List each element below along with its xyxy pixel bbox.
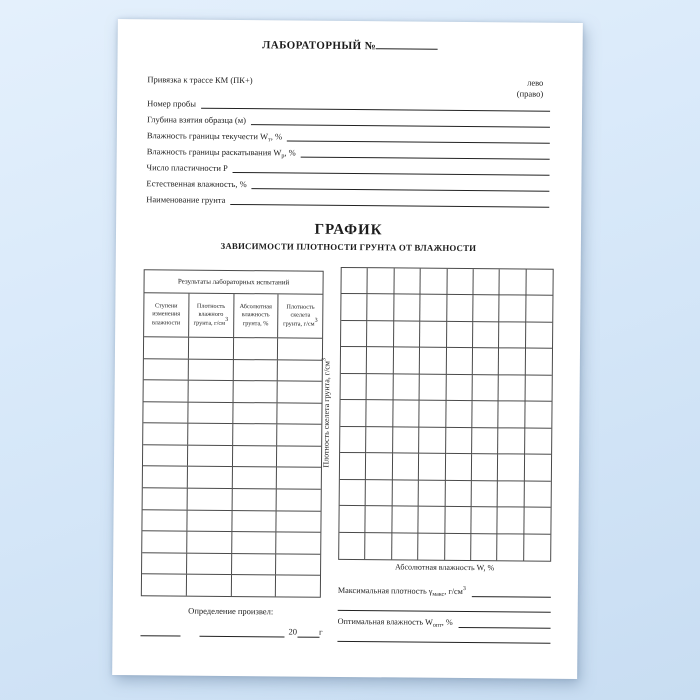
grid-cell	[498, 454, 525, 481]
grid-cell	[392, 533, 419, 560]
table-cell	[188, 467, 233, 488]
x-axis-label: Абсолютная влажность W, %	[394, 562, 495, 573]
table-row	[142, 531, 320, 554]
table-cell	[278, 382, 322, 403]
grid-cell	[525, 375, 552, 402]
table-cell	[232, 467, 277, 488]
field-soil-name: Наименование грунта	[146, 188, 549, 208]
grid-cell	[525, 428, 552, 455]
table-cell	[144, 337, 189, 358]
table-row	[142, 510, 320, 533]
grid-cell	[499, 375, 526, 402]
blank-line	[230, 202, 549, 208]
y-axis-label: Плотность скелета грунта, $г/см^3$	[321, 358, 332, 468]
year-suffix: г	[318, 626, 323, 637]
table-cell	[277, 468, 321, 489]
signature-row	[140, 625, 330, 638]
optimal-moisture-row: Оптимальная влажность $W_{опт}$, %	[338, 618, 551, 629]
grid-cell	[525, 402, 552, 429]
field-natural-moisture: Естественная влажность, %	[146, 172, 549, 192]
grid-cell	[472, 428, 499, 455]
form-sheet	[112, 19, 583, 679]
grid-cell	[366, 533, 393, 560]
grid-cell	[394, 295, 421, 322]
column-header-wet-density: Плотность влажного грунта, $г/см^3$	[189, 294, 234, 337]
table-cell	[143, 467, 188, 488]
table-cell	[189, 338, 234, 359]
grid-cell	[420, 295, 447, 322]
grid-cell	[473, 322, 500, 349]
grid-cell	[498, 507, 525, 534]
lab-number-label: ЛАБОРАТОРНЫЙ №	[262, 39, 377, 53]
table-cell	[278, 360, 322, 381]
grid-cell	[420, 322, 447, 349]
grid-cell	[472, 375, 499, 402]
table-cell	[143, 424, 188, 445]
grid-cell	[341, 347, 368, 374]
blank-line	[459, 625, 551, 629]
grid-cell	[392, 506, 419, 533]
grid-cell	[420, 374, 447, 401]
field-sampling-depth: Глубина взятия образца (м)	[147, 108, 550, 128]
grid-cell	[524, 534, 551, 561]
results-table-body	[142, 337, 322, 597]
table-row	[143, 445, 321, 468]
field-liquid-limit: Влажность границы текучести $W_т$, %	[147, 124, 550, 144]
grid-cell	[524, 455, 551, 482]
table-cell	[187, 532, 232, 553]
table-row	[142, 575, 320, 597]
table-cell	[233, 403, 278, 424]
table-cell	[188, 402, 233, 423]
table-row	[144, 359, 322, 382]
table-cell	[278, 338, 322, 359]
results-table-title: Результаты лабораторных испытаний	[144, 270, 322, 295]
column-header-moisture-steps: Ступени изменения влажности	[144, 293, 189, 336]
grid-cell	[473, 269, 500, 296]
grid-cell	[368, 268, 395, 295]
grid-cell	[392, 480, 419, 507]
table-cell	[276, 554, 320, 575]
table-cell	[232, 554, 277, 575]
form-fields	[146, 92, 550, 208]
grid-cell	[419, 507, 446, 534]
grid-cell	[393, 374, 420, 401]
grid-cell	[499, 296, 526, 323]
table-row	[143, 467, 321, 490]
grid-cell	[447, 322, 474, 349]
blank-line	[337, 641, 550, 644]
field-sample-number: Номер пробы	[147, 92, 550, 112]
grid-cell	[473, 348, 500, 375]
max-density-row: Максимальная плотность $\gamma_{макс}$, $г/см^3$	[338, 587, 551, 598]
grid-cell	[473, 296, 500, 323]
table-cell	[144, 359, 189, 380]
grid-cell	[446, 375, 473, 402]
grid-cell	[446, 348, 473, 375]
grid-cell	[341, 294, 368, 321]
results-table-header	[144, 293, 322, 339]
table-cell	[278, 403, 322, 424]
grid-cell	[421, 269, 448, 296]
table-cell	[142, 531, 187, 552]
lab-number-blank	[376, 39, 438, 50]
grid-cell	[366, 427, 393, 454]
grid-cell	[341, 321, 368, 348]
grid-cell	[524, 508, 551, 535]
grid-cell	[525, 349, 552, 376]
column-header-skeleton-density: Плотность скелета грунта, $г/см^3$	[283, 303, 318, 328]
table-cell	[187, 553, 232, 574]
table-cell	[143, 445, 188, 466]
blank-line	[140, 626, 180, 636]
grid-cell	[526, 322, 553, 349]
grid-cell	[447, 269, 474, 296]
grid-cell	[339, 506, 366, 533]
table-row	[142, 553, 320, 576]
determination-caption: Определение произвел:	[188, 605, 274, 617]
table-cell	[187, 489, 232, 510]
grid-cell	[472, 401, 499, 428]
grid-cell	[366, 480, 393, 507]
table-cell	[232, 511, 277, 532]
grid-cell	[419, 401, 446, 428]
table-cell	[187, 575, 232, 596]
grid-cell	[419, 427, 446, 454]
grid-cell	[393, 401, 420, 428]
grid-cell	[341, 374, 368, 401]
grid-cell	[445, 533, 472, 560]
table-cell	[188, 359, 233, 380]
graph-subtitle: ЗАВИСИМОСТИ ПЛОТНОСТИ ГРУНТА ОТ ВЛАЖНОСТИ	[220, 240, 477, 254]
grid-cell	[526, 270, 553, 297]
grid-cell	[524, 481, 551, 508]
grid-cell	[367, 374, 394, 401]
table-cell	[142, 510, 187, 531]
grid-cell	[499, 402, 526, 429]
grid-cell	[393, 427, 420, 454]
table-cell	[188, 381, 233, 402]
grid-cell	[447, 295, 474, 322]
grid-cell	[497, 534, 524, 561]
grid-cell	[446, 401, 473, 428]
grid-cell	[471, 481, 498, 508]
grid-cell	[340, 453, 367, 480]
table-row	[144, 380, 322, 403]
grid-cell	[367, 348, 394, 375]
grid-cell	[446, 428, 473, 455]
grid-cell	[498, 481, 525, 508]
table-cell	[277, 489, 321, 510]
table-row	[144, 337, 322, 360]
grid-cell	[339, 532, 366, 559]
table-cell	[233, 360, 278, 381]
table-cell	[232, 532, 277, 553]
table-cell	[188, 446, 233, 467]
blank-line	[472, 594, 551, 598]
grid-cell	[341, 268, 368, 295]
field-plastic-limit: Влажность границы раскатывания $W_р$, %	[147, 140, 550, 160]
plot-grid	[338, 267, 554, 562]
grid-cell	[419, 454, 446, 481]
grid-cell	[472, 454, 499, 481]
table-cell	[232, 446, 277, 467]
table-row	[143, 424, 321, 447]
side-note-left: лево	[527, 77, 544, 88]
graph-title: ГРАФИК	[314, 221, 383, 239]
year-prefix: 20	[288, 626, 298, 637]
table-cell	[277, 511, 321, 532]
grid-cell	[366, 506, 393, 533]
grid-cell	[394, 268, 421, 295]
table-cell	[143, 488, 188, 509]
grid-cell	[500, 269, 527, 296]
table-cell	[143, 402, 188, 423]
table-cell	[142, 553, 187, 574]
blank-line	[199, 627, 284, 638]
grid-cell	[498, 428, 525, 455]
grid-cell	[394, 348, 421, 375]
column-header-absolute-moisture: Абсолютная влажность грунта, %	[234, 294, 279, 337]
table-cell	[277, 446, 321, 467]
grid-cell	[367, 321, 394, 348]
side-note-right: (право)	[516, 88, 544, 99]
grid-cell	[471, 534, 498, 561]
grid-cell	[471, 507, 498, 534]
grid-cell	[419, 480, 446, 507]
grid-cell	[499, 322, 526, 349]
grid-cell	[394, 321, 421, 348]
grid-cell	[526, 296, 553, 323]
grid-cell	[420, 348, 447, 375]
table-cell	[144, 380, 189, 401]
grid-cell	[366, 453, 393, 480]
field-plasticity-index: Число пластичности Р	[147, 156, 550, 176]
grid-cell	[445, 507, 472, 534]
grid-cell	[368, 295, 395, 322]
table-row	[143, 488, 321, 511]
table-cell	[232, 489, 277, 510]
table-cell	[188, 424, 233, 445]
table-cell	[276, 576, 320, 597]
grid-cell	[340, 480, 367, 507]
table-cell	[233, 381, 278, 402]
trace-label: Привязка к трассе КМ (ПК+)	[147, 74, 253, 86]
table-cell	[233, 424, 278, 445]
grid-cell	[499, 349, 526, 376]
blank-line	[338, 610, 551, 613]
table-cell	[231, 575, 276, 596]
grid-cell	[445, 454, 472, 481]
table-cell	[276, 533, 320, 554]
table-cell	[187, 510, 232, 531]
grid-cell	[445, 480, 472, 507]
grid-cell	[367, 400, 394, 427]
blank-line	[297, 628, 319, 638]
results-table	[141, 269, 324, 598]
lab-number-row	[118, 37, 583, 54]
grid-cell	[393, 454, 420, 481]
grid-cell	[340, 427, 367, 454]
grid-cell	[340, 400, 367, 427]
table-cell	[233, 338, 278, 359]
table-cell	[142, 575, 187, 596]
table-row	[143, 402, 321, 425]
table-cell	[277, 425, 321, 446]
grid-cell	[418, 533, 445, 560]
